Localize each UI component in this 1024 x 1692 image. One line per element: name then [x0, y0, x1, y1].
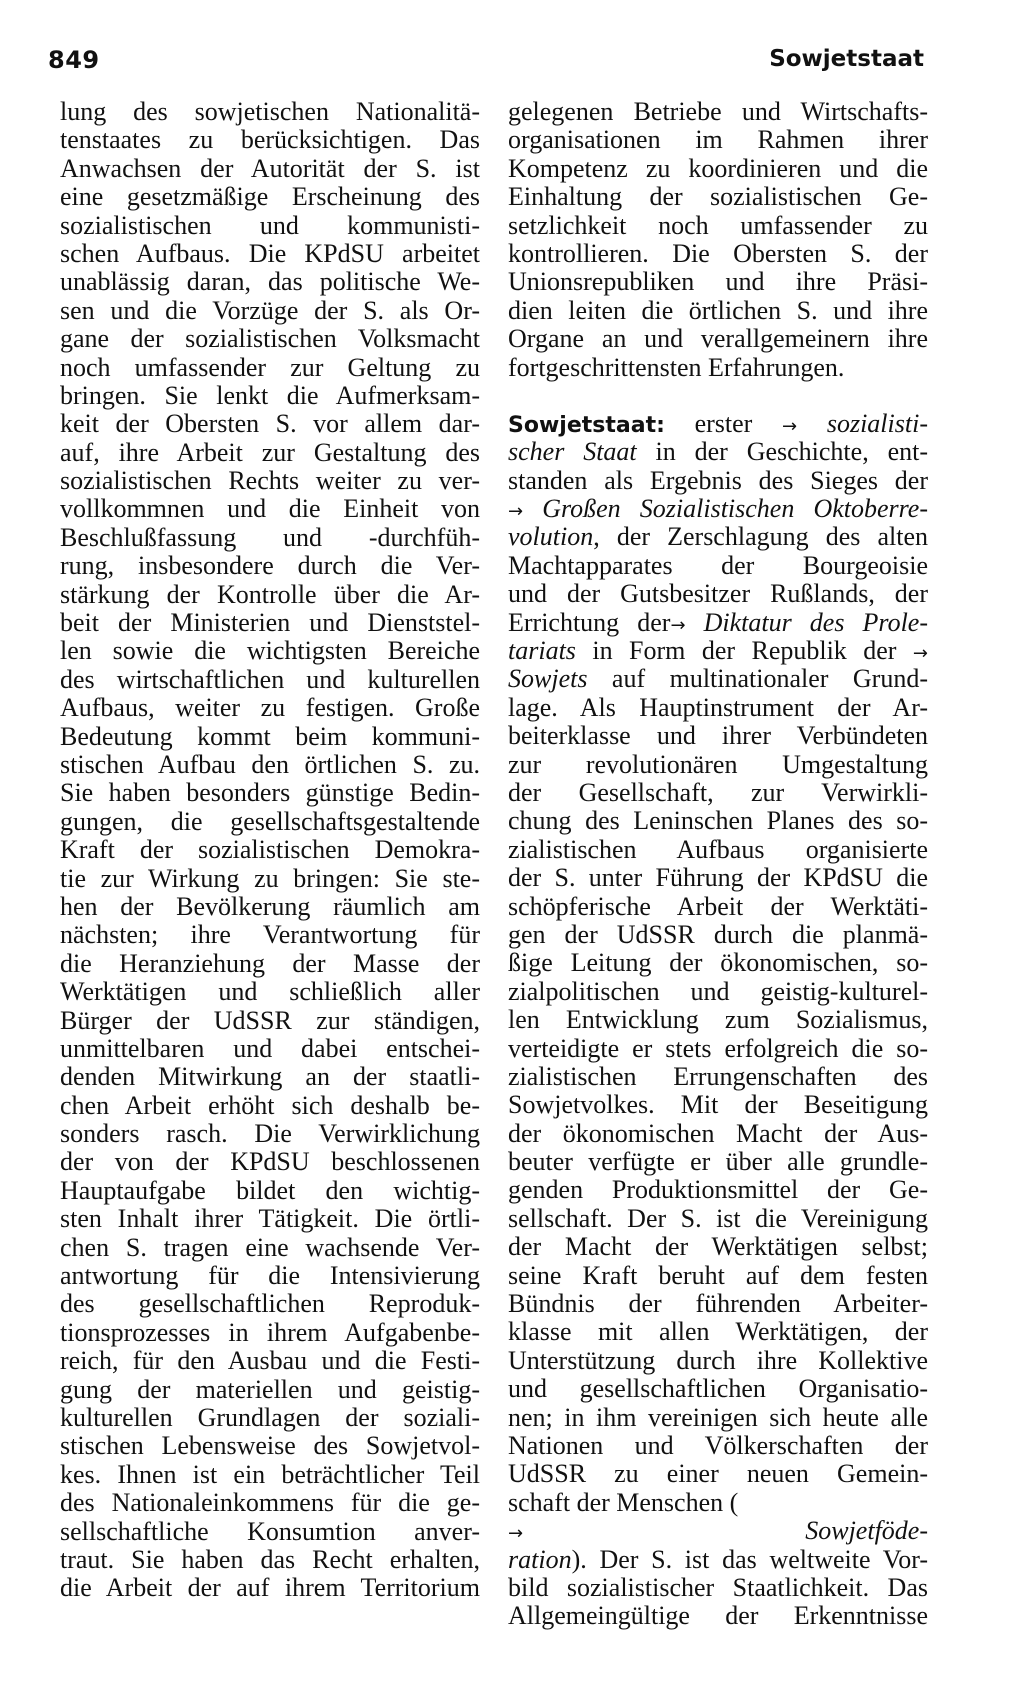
- entry-line: [508, 1517, 928, 1545]
- text-line: sellschaftliche Konsumtion anver-: [60, 1517, 480, 1546]
- entry-text: auf multinationaler Grund-: [587, 665, 928, 694]
- text-line: der Macht der Werktätigen selbst;: [508, 1233, 928, 1262]
- cross-reference-link[interactable]: Sowjets: [508, 665, 588, 694]
- cross-reference-link[interactable]: Diktatur des Prole-: [685, 608, 928, 637]
- entry-line: und der Gutsbesitzer Rußlands, der: [508, 580, 928, 609]
- cross-reference-arrow-icon: →: [782, 415, 798, 437]
- text-line: gen der UdSSR durch die planmä-: [508, 920, 928, 949]
- text-line: gelegenen Betriebe und Wirtschafts-: [508, 98, 928, 126]
- text-line: seine Kraft beruht auf dem festen: [508, 1261, 928, 1290]
- text-line: Bürger der UdSSR zur ständigen,: [60, 1006, 480, 1035]
- text-line: keit der Obersten S. vor allem dar-: [60, 410, 480, 439]
- text-line: ßige Leitung der ökonomischen, so-: [508, 949, 928, 978]
- text-line: organisationen im Rahmen ihrer: [508, 126, 928, 155]
- text-line: Unionsrepubliken und ihre Präsi-: [508, 268, 928, 297]
- text-line: tionsprozesses in ihrem Aufgabenbe-: [60, 1318, 480, 1347]
- cross-reference-link[interactable]: Sowjetföde-: [523, 1517, 928, 1546]
- right-column-continuation: [508, 98, 928, 382]
- text-line: zialpolitischen und geistig-kulturel-: [508, 977, 928, 1006]
- text-line: genden Produktionsmittel der Ge-: [508, 1176, 928, 1205]
- cross-reference-link[interactable]: volution: [508, 523, 594, 552]
- text-line: lage. Als Hauptinstrument der Ar-: [508, 693, 928, 722]
- text-line: unmittelbaren und dabei entschei-: [60, 1034, 480, 1063]
- text-line: noch umfassender zur Geltung zu: [60, 353, 480, 382]
- page-header: [48, 46, 924, 80]
- cross-reference-arrow-icon: →: [670, 614, 686, 636]
- text-line: des Nationaleinkommens für die ge-: [60, 1489, 480, 1518]
- text-line: des wirtschaftlichen und kulturellen: [60, 665, 480, 694]
- text-line: stischen Aufbau den örtlichen S. zu.: [60, 750, 480, 779]
- text-line: setzlichkeit noch umfassender zu: [508, 211, 928, 240]
- text-line: kulturellen Grundlagen der soziali-: [60, 1403, 480, 1432]
- text-line: schen Aufbaus. Die KPdSU arbeitet: [60, 239, 480, 268]
- entry-line: [508, 609, 928, 637]
- text-line: klasse mit allen Werktätigen, der: [508, 1318, 928, 1347]
- text-line: und gesellschaftlichen Organisatio-: [508, 1375, 928, 1404]
- text-line: Kompetenz zu koordinieren und die: [508, 154, 928, 183]
- cross-reference-arrow-icon: →: [508, 1523, 524, 1545]
- text-line: Hauptaufgabe bildet den wichtig-: [60, 1176, 480, 1205]
- text-line: Allgemeingültige der Erkenntnisse: [508, 1602, 928, 1631]
- text-line: tie zur Wirkung zu bringen: Sie ste-: [60, 864, 480, 893]
- text-line: gungen, die gesellschaftsgestaltende: [60, 807, 480, 836]
- text-line: sen und die Vorzüge der S. als Or-: [60, 296, 480, 325]
- entry-line: [508, 438, 928, 466]
- text-line: chen S. tragen eine wachsende Ver-: [60, 1233, 480, 1262]
- text-line: len sowie die wichtigsten Bereiche: [60, 637, 480, 666]
- text-line: Werktätigen und schließlich aller: [60, 978, 480, 1007]
- text-line: tenstaates zu berücksichtigen. Das: [60, 126, 480, 155]
- text-line: eine gesetzmäßige Erscheinung des: [60, 183, 480, 212]
- text-line: nächsten; ihre Verantwortung für: [60, 921, 480, 950]
- text-line: hen der Bevölkerung räumlich am: [60, 892, 480, 921]
- text-line: verteidigte er stets erfolgreich die so-: [508, 1034, 928, 1063]
- entry-line: [508, 637, 928, 665]
- cross-reference-link[interactable]: scher Staat: [508, 438, 637, 467]
- text-line: denden Mitwirkung an der staatli-: [60, 1063, 480, 1092]
- text-line: gane der sozialistischen Volksmacht: [60, 325, 480, 354]
- text-line: stärkung der Kontrolle über die Ar-: [60, 580, 480, 609]
- cross-reference-link[interactable]: sozialisti-: [797, 409, 928, 438]
- left-column: [60, 98, 480, 1603]
- text-line: zialistischen Errungenschaften des: [508, 1062, 928, 1091]
- text-line: beit der Ministerien und Dienststel-: [60, 609, 480, 638]
- text-line: schöpferische Arbeit der Werktäti-: [508, 892, 928, 921]
- entry-text: in der Geschichte, ent-: [636, 438, 928, 467]
- text-line: vollkommnen und die Einheit von: [60, 495, 480, 524]
- cross-reference-arrow-icon: →: [912, 643, 928, 665]
- dictionary-entry: [508, 410, 928, 1631]
- cross-reference-link[interactable]: ration: [508, 1545, 572, 1574]
- text-line: dien leiten die örtlichen S. und ihre: [508, 296, 928, 325]
- text-line: der S. unter Führung der KPdSU die: [508, 864, 928, 893]
- text-line: der ökonomischen Macht der Aus-: [508, 1119, 928, 1148]
- entry-line: [508, 665, 928, 693]
- text-line: bringen. Sie lenkt die Aufmerksam-: [60, 381, 480, 410]
- text-line: die Arbeit der auf ihrem Territorium: [60, 1574, 480, 1603]
- text-line: Nationen und Völkerschaften der: [508, 1431, 928, 1460]
- entry-body: [508, 694, 928, 1517]
- text-line: Einhaltung der sozialistischen Ge-: [508, 183, 928, 212]
- entry-text: Errichtung der: [508, 608, 671, 637]
- text-line: Bedeutung kommt beim kommuni-: [60, 722, 480, 751]
- text-line: zur revolutionären Umgestaltung: [508, 750, 928, 779]
- text-line: nen; in ihm vereinigen sich heute alle: [508, 1403, 928, 1432]
- text-line: fortgeschrittensten Erfahrungen.: [508, 353, 845, 382]
- text-line: Organe an und verallgemeinern ihre: [508, 325, 928, 354]
- text-line: zialistischen Aufbaus organisierte: [508, 835, 928, 864]
- text-line: gung der materiellen und geistig-: [60, 1375, 480, 1404]
- entry-tail: [508, 1574, 928, 1631]
- text-line: traut. Sie haben das Recht erhalten,: [60, 1545, 480, 1574]
- text-line: stischen Lebensweise des Sowjetvol-: [60, 1432, 480, 1461]
- text-line: sonders rasch. Die Verwirklichung: [60, 1120, 480, 1149]
- text-line: antwortung für die Intensivierung: [60, 1262, 480, 1291]
- text-line: len Entwicklung zum Sozialismus,: [508, 1006, 928, 1035]
- text-line: sellschaft. Der S. ist die Vereinigung: [508, 1204, 928, 1233]
- text-line: der Gesellschaft, zur Verwirkli-: [508, 778, 928, 807]
- text-line: Beschlußfassung und -durchfüh-: [60, 523, 480, 552]
- text-line: der von der KPdSU beschlossenen: [60, 1148, 480, 1177]
- right-column: [508, 98, 928, 1631]
- cross-reference-arrow-icon: →: [508, 501, 524, 523]
- cross-reference-link[interactable]: tariats: [508, 637, 576, 666]
- text-line: sozialistischen und kommunisti-: [60, 211, 480, 240]
- text-line: Unterstützung durch ihre Kollektive: [508, 1346, 928, 1375]
- text-line: unablässig daran, das politische We-: [60, 268, 480, 297]
- text-line: bild sozialistischer Staatlichkeit. Das: [508, 1573, 928, 1602]
- text-line: chung des Leninschen Planes des so-: [508, 807, 928, 836]
- text-line: Sowjetvolkes. Mit der Beseitigung: [508, 1091, 928, 1120]
- text-line: reich, für den Ausbau und die Festi-: [60, 1347, 480, 1376]
- entry-text: in Form der Republik der: [575, 637, 913, 666]
- entry-text: ). Der S. ist das weltweite Vor-: [571, 1545, 928, 1574]
- text-line: lung des sowjetischen Nationalitä-: [60, 98, 480, 126]
- entry-line: [508, 495, 928, 523]
- entry-headword: Sowjetstaat:: [508, 412, 665, 438]
- text-line: schaft der Menschen (: [508, 1488, 739, 1517]
- paragraph-gap: [508, 382, 928, 410]
- text-line: kontrollieren. Die Obersten S. der: [508, 239, 928, 268]
- text-line: Anwachsen der Autorität der S. ist: [60, 154, 480, 183]
- text-line: UdSSR zu einer neuen Gemein-: [508, 1460, 928, 1489]
- text-line: rung, insbesondere durch die Ver-: [60, 552, 480, 581]
- entry-line: standen als Ergebnis des Sieges der: [508, 466, 928, 495]
- entry-line: [508, 523, 928, 551]
- text-line: kes. Ihnen ist ein beträchtlicher Teil: [60, 1460, 480, 1489]
- text-line: sten Inhalt ihrer Tätigkeit. Die örtli-: [60, 1205, 480, 1234]
- entry-line: [508, 1546, 928, 1574]
- text-line: auf, ihre Arbeit zur Gestaltung des: [60, 438, 480, 467]
- entry-text: , der Zerschlagung des alten: [593, 523, 928, 552]
- text-line: Bündnis der führenden Arbeiter-: [508, 1290, 928, 1319]
- text-line: Kraft der sozialistischen Demokra-: [60, 836, 480, 865]
- running-head: Sowjetstaat: [769, 46, 924, 72]
- entry-text: erster: [664, 409, 783, 438]
- cross-reference-link[interactable]: Großen Sozialistischen Oktoberre-: [523, 495, 928, 524]
- text-line: beuter verfügte er über alle grundle-: [508, 1148, 928, 1177]
- text-line: Sie haben besonders günstige Bedin-: [60, 779, 480, 808]
- page-number: 849: [48, 46, 100, 74]
- text-line: beiterklasse und ihrer Verbündeten: [508, 722, 928, 751]
- text-line: die Heranziehung der Masse der: [60, 949, 480, 978]
- text-line: des gesellschaftlichen Reproduk-: [60, 1290, 480, 1319]
- text-line: chen Arbeit erhöht sich deshalb be-: [60, 1091, 480, 1120]
- text-line: sozialistischen Rechts weiter zu ver-: [60, 467, 480, 496]
- entry-line: Machtapparates der Bourgeoisie: [508, 551, 928, 580]
- text-line: Aufbaus, weiter zu festigen. Große: [60, 694, 480, 723]
- entry-line: [508, 410, 928, 438]
